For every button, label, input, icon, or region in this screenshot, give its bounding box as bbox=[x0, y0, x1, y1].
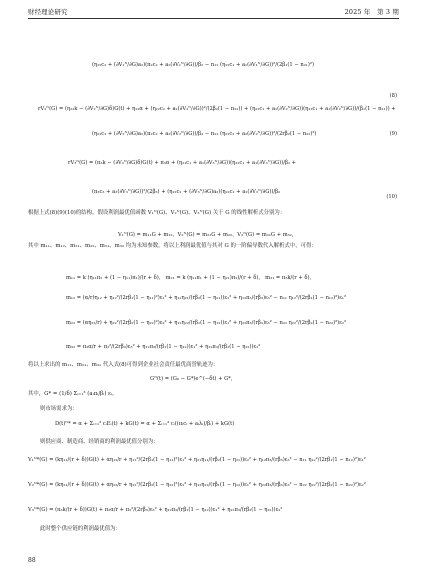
trajectory-equation: Gᴺ(t) = (G₀ − G*)e^(−δt) + G*， bbox=[150, 376, 237, 382]
equation-line: (η₂₂c₂ + (∂V₁ᴺ/∂G)a₂)(π₂c₂ + a₂(∂V₁ᴺ/∂G))/β₂ − n₁₂ (η₂₂c₁ + a₁(∂V₁ᴺ/∂G))²/(2β₁(1 − n₂₁)²) bbox=[92, 62, 314, 68]
coefficient-equation: m₁₁ = k (η₁₁π₂ + (1 − η₁₁)π₁)/(r + δ)， m₂₁ = k (η₂₁π₁ + (1 − η₂₁)π₂)/(r + δ)， m₃₁ = π₃k/(r + δ)， bbox=[66, 275, 315, 281]
issue-label: 2025 年 第 3 期 bbox=[344, 8, 399, 16]
equation-number: (8) bbox=[389, 93, 397, 99]
paragraph: 则供应商、制造商、经销商的利润最优值分别为： bbox=[40, 439, 159, 445]
paragraph: 则市场需求为： bbox=[40, 406, 78, 412]
demand-equation: D(t)ᴺ* = α + Σᵢ₌₁³ cᵢEᵢ(t) + kG(t) = α + Σᵢ₌₁³ cᵢ((πᵢcᵢ + aᵢλᵢ)/βᵢ) + kG(t) bbox=[55, 421, 235, 427]
profit-equation: V₃ᴺ*(G) = (π₃k/(r + δ))G(t) + π₃α/r + π₃²/(2rβ₃)ε₃² + η₁₂π₃/(rβ₁(1 − η₁₂))ε₁² + η₂₂π₃/(rβ₂(1 − η₂₂))ε₂² bbox=[28, 507, 283, 513]
gstar-definition: 其中，G* = (1/δ) Σᵢ₌₁³ (aᵢπᵢ/βᵢ) εᵢ。 bbox=[28, 391, 118, 397]
paragraph: 其中 m₁₁、m₁₂、m₂₁、m₂₂、m₃₁、m₃₂ 均为未知参数，将以上利润最优值与其对 G 的一阶偏导数代入解析式中，可得： bbox=[28, 243, 317, 249]
profit-equation: V₁ᴺ*(G) = (kη₁₁/(r + δ))G(t) + αη₁₂/r + η₁₂²/(2rβ₁(1 − η₁₁)²)ε₁² + η₂₁η₁₁/(rβ₂(1 − η₂₁))ε₂² + η₁₂π₃/(rβ₃)ε₃² − n₁₁ η₁₂²/(2rβ₁(1 − n₁₂)²)ε₁² bbox=[28, 457, 366, 463]
equation-line: rV₂ᴺ(G) = (η₂₂k − (∂V₂ᴺ/∂G)δ)G(t) + η₂₂α + (η₂₂c₂ + a₂(∂V₂ᴺ/∂G))²/(2β₂(1 − n₂₂)) + (η₂₂c₁ + a₁(∂V₂ᴺ/∂G))(η₂₂c₁ + a₁(∂V₂ᴺ/∂G))/(β₁(1 − n₂₁)) + bbox=[38, 106, 396, 112]
journal-name: 财经理论研究 bbox=[28, 8, 68, 16]
coefficient-equation: m₁₂ = (α/r)η₁₂ + η₁₂²/(2rβ₁(1 − η₁₁)²)ε₁² + η₁₁η₂₁/(rβ₂(1 − η₂₁))ε₂² + η₁₂π₃/(rβ₃)ε₃² − n₁₁ η₁₂²/(2rβ₁(1 − n₁₂)²)ε₁² bbox=[66, 295, 347, 301]
equation-line: (η₂₂c₂ + (∂V₂ᴺ/∂G)a₂)(π₂c₂ + a₂(∂V₂ᴺ/∂G))/β₂ − n₂₂ (η₂₂c₂ + a₂(∂V₂ᴺ/∂G))²/(2rβ₂(1 − n₂₂)²) bbox=[92, 131, 317, 137]
profit-equation: V₂ᴺ*(G) = (kη₂₁/(r + δ))G(t) + αη₂₂/r + η₂₂²/(2rβ₂(1 − η₂₂)²)ε₂² + η₁₂η₂₂/(rβ₁(1 − η₁₂))ε₁² + η₂₂π₃/(rβ₃)ε₃² − n₂₂ η₂₂²/(2rβ₂(1 − n₂₂)²)ε₂² bbox=[28, 482, 366, 488]
equation-line: (π₃c₃ + a₃(∂V₃ᴺ/∂G))²/(2β₃) + (η₂₂c₂ + (∂V₃ᴺ/∂G)a₂)(η₂₂c₂ + a₂(∂V₃ᴺ/∂G))/β₂ bbox=[92, 189, 281, 195]
page-number: 88 bbox=[28, 557, 36, 564]
header-rule bbox=[28, 18, 399, 19]
equation-number: (9) bbox=[389, 131, 397, 137]
paragraph: 根据上式(8)(9)(10)的结构，假设利润最优值函数 V₁ᴺ(G)、V₂ᴺ(G)、V₃ᴺ(G) 关于 G 的线性解析式分别为： bbox=[28, 210, 286, 216]
value-function-forms: V₁ᴺ(G) = m₁₁G + m₁₂，V₂ᴺ(G) = m₂₁G + m₂₂，V₃ᴺ(G) = m₃₁G + m₃₂， bbox=[118, 232, 297, 238]
coefficient-equation: m₃₂ = π₃α/r + π₃²/(2rβ₃)ε₃² + η₁₂π₃/(rβ₁(1 − η₁₂))ε₁² + η₂₂π₃/(rβ₂(1 − η₂₂))ε₂² bbox=[66, 344, 261, 350]
paragraph: 将以上求出的 m₁₁、m₂₁、m₃₁ 代入式(8)可得到企业社会责任最优商誉轨迹为： bbox=[28, 362, 219, 368]
coefficient-equation: m₂₂ = (αη₂₂/r) + η₂₂²/(2rβ₂(1 − η₂₂)²)ε₂² + η₁₂η₂₂/(rβ₁(1 − η₁₂))ε₁² + η₂₂π₃/(rβ₃)ε₃² − n₂₂ η₂₂²/(2rβ₂(1 − n₂₂)²)ε₂² bbox=[66, 320, 347, 326]
paragraph: 此时整个供应链的利润最优值为： bbox=[40, 526, 121, 532]
equation-line: rV₃ᴺ(G) = (π₃k − (∂V₃ᴺ/∂G)δ)G(t) + π₃α + (η₂₁c₁ + a₁(∂V₃ᴺ/∂G))(η₂₂c₁ + a₁(∂V₃ᴺ/∂G))/β₁ + bbox=[68, 160, 297, 166]
equation-number: (10) bbox=[386, 194, 397, 200]
